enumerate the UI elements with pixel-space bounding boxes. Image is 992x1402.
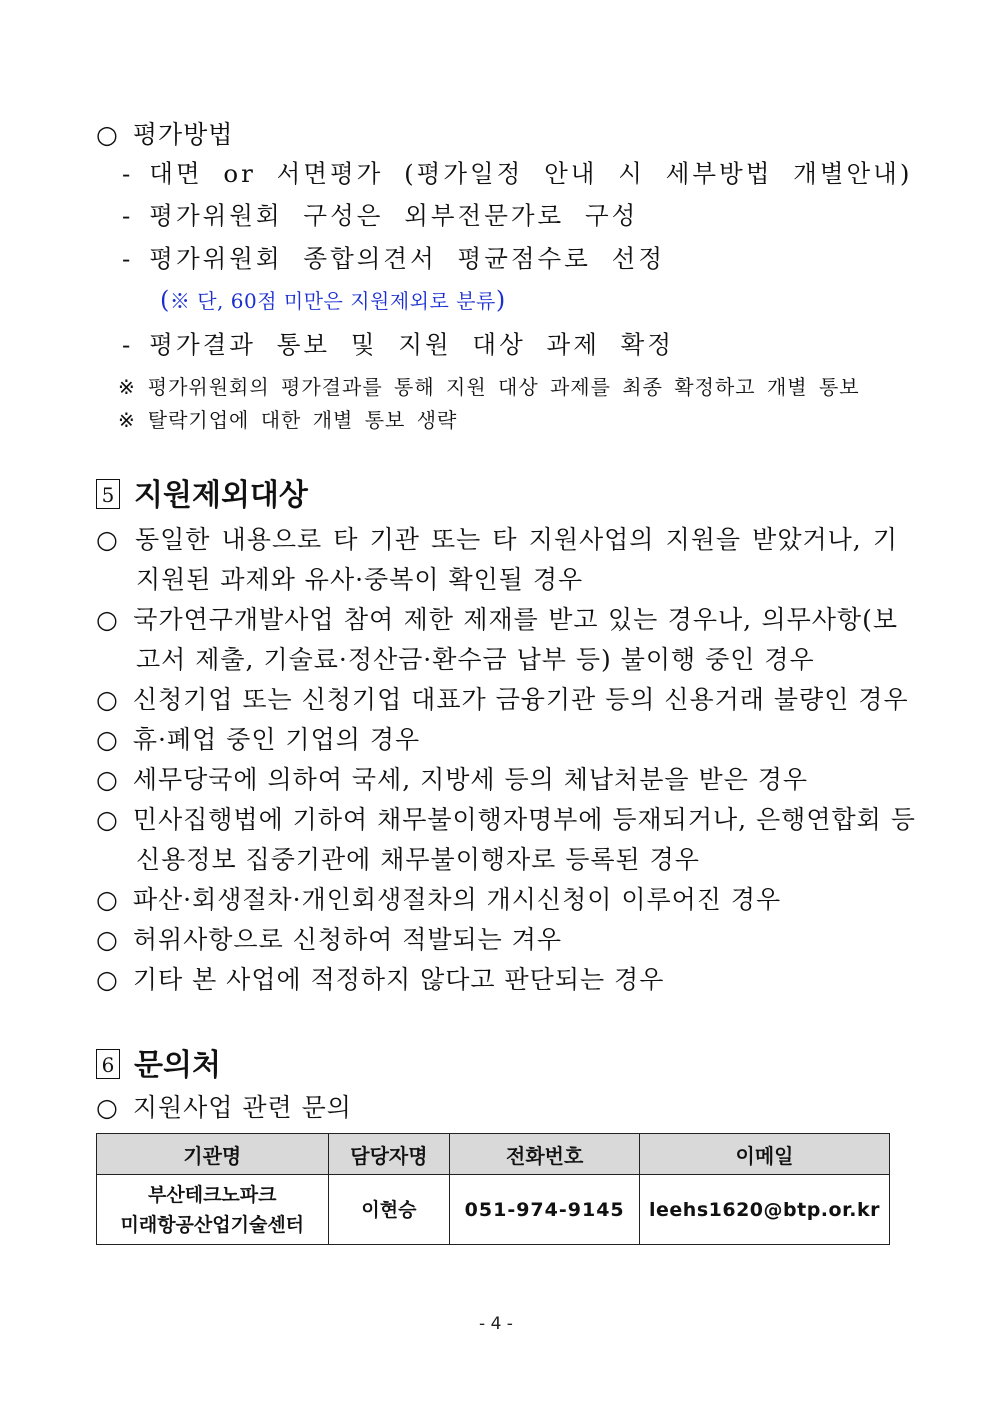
exclusion-item-continued: 지원된 과제와 유사·중복이 확인될 경우 <box>136 565 584 594</box>
exclusion-item: ○ 기타 본 사업에 적정하지 않다고 판단되는 경우 <box>96 965 665 994</box>
note-line: ※ 평가위원회의 평가결과를 통해 지원 대상 과제를 최종 확정하고 개별 통보 <box>118 375 860 399</box>
reference-mark-icon: ※ <box>118 375 136 399</box>
page-number: - 4 - <box>479 1314 513 1334</box>
method-item: - 평가결과 통보 및 지원 대상 과제 확정 <box>122 330 675 359</box>
note-line: ※ 탈락기업에 대한 개별 통보 생략 <box>118 408 458 432</box>
method-item: - 대면 or 서면평가 (평가일정 안내 시 세부방법 개별안내) <box>122 159 913 188</box>
method-heading: ○ 평가방법 <box>96 120 234 149</box>
exclusion-item: ○ 민사집행법에 기하여 채무불이행자명부에 등재되거나, 은행연합회 등 <box>96 805 916 834</box>
dash-bullet: - <box>122 244 134 273</box>
circle-bullet-icon: ○ <box>96 765 119 794</box>
phone-cell: 051-974-9145 <box>450 1175 640 1245</box>
email-cell[interactable]: leehs1620@btp.or.kr <box>640 1175 890 1245</box>
exclusion-item: ○ 휴·폐업 중인 기업의 경우 <box>96 725 421 754</box>
dash-bullet: - <box>122 330 134 359</box>
section-6-heading <box>96 1040 221 1084</box>
header-org: 기관명 <box>97 1134 329 1175</box>
section-title: 지원제외대상 <box>134 478 308 513</box>
dash-bullet: - <box>122 159 134 188</box>
header-person: 담당자명 <box>328 1134 450 1175</box>
method-item: - 평가위원회 종합의견서 평균점수로 선정 <box>122 244 665 273</box>
circle-bullet-icon: ○ <box>96 685 119 714</box>
header-email: 이메일 <box>640 1134 890 1175</box>
exclusion-item: ○ 세무당국에 의하여 국세, 지방세 등의 체납처분을 받은 경우 <box>96 765 809 794</box>
circle-bullet-icon: ○ <box>96 925 119 954</box>
exclusion-item: ○ 신청기업 또는 신청기업 대표가 금융기관 등의 신용거래 불량인 경우 <box>96 685 909 714</box>
exclusion-item: ○ 허위사항으로 신청하여 적발되는 겨우 <box>96 925 563 954</box>
header-phone: 전화번호 <box>450 1134 640 1175</box>
exclusion-item: ○ 파산·회생절차·개인회생절차의 개시신청이 이루어진 경우 <box>96 885 782 914</box>
exclusion-item: ○ 국가연구개발사업 참여 제한 제재를 받고 있는 경우나, 의무사항(보 <box>96 605 898 634</box>
circle-bullet-icon: ○ <box>96 120 119 149</box>
exclusion-item: ○ 동일한 내용으로 타 기관 또는 타 지원사업의 지원을 받았거나, 기 <box>96 525 898 554</box>
exclusion-item-continued: 신용정보 집중기관에 채무불이행자로 등록된 경우 <box>136 845 700 874</box>
circle-bullet-icon: ○ <box>96 525 121 554</box>
blue-note: (※ 단, 60점 미만은 지원제외로 분류) <box>160 286 506 314</box>
reference-mark-icon: ※ <box>118 408 136 432</box>
table-header-row <box>97 1134 890 1175</box>
exclusion-item-continued: 고서 제출, 기술료·정산금·환수금 납부 등) 불이행 중인 경우 <box>136 645 815 674</box>
person-cell: 이현승 <box>328 1175 450 1245</box>
contact-table <box>96 1133 890 1245</box>
section-5-heading <box>96 470 308 514</box>
org-cell: 부산테크노파크 미래항공산업기술센터 <box>97 1175 329 1245</box>
method-item: - 평가위원회 구성은 외부전문가로 구성 <box>122 201 639 230</box>
circle-bullet-icon: ○ <box>96 605 120 634</box>
circle-bullet-icon: ○ <box>96 725 119 754</box>
section-number-box: 5 <box>96 479 120 509</box>
circle-bullet-icon: ○ <box>96 885 119 914</box>
circle-bullet-icon: ○ <box>96 805 119 834</box>
section-title: 문의처 <box>134 1048 221 1083</box>
contact-item: ○ 지원사업 관련 문의 <box>96 1093 352 1122</box>
circle-bullet-icon: ○ <box>96 1093 119 1122</box>
section-number-box: 6 <box>96 1049 120 1079</box>
circle-bullet-icon: ○ <box>96 965 119 994</box>
table-row <box>97 1175 890 1245</box>
dash-bullet: - <box>122 201 134 230</box>
